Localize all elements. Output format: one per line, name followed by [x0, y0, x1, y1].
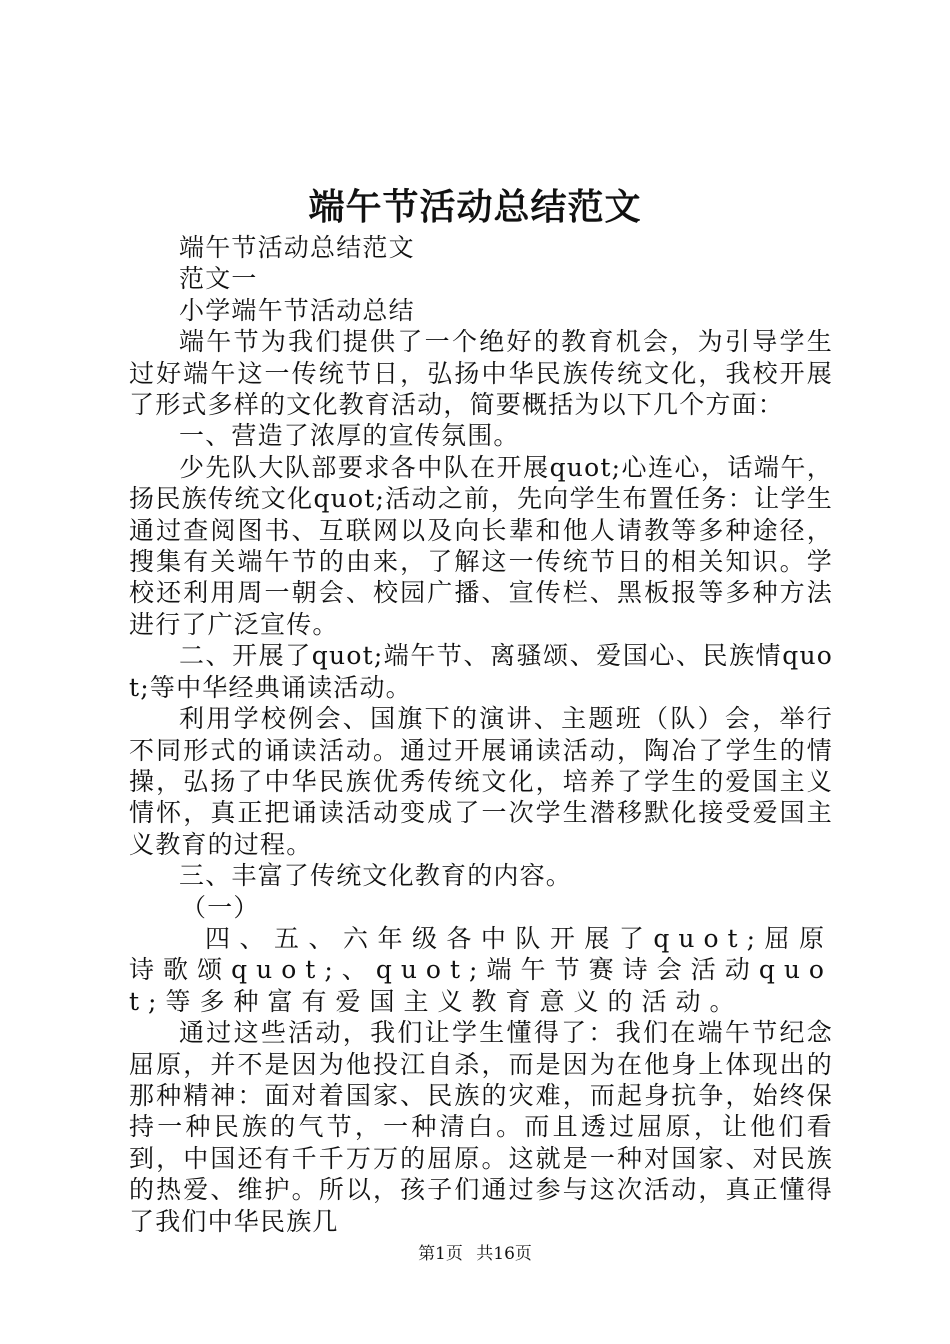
document-body — [129, 232, 833, 1237]
paragraph: 小学端午节活动总结 — [179, 295, 415, 325]
document-title: 端午节活动总结范文 — [308, 186, 642, 228]
subsection-marker: （一） — [181, 892, 260, 922]
paragraph: 端午节活动总结范文 — [179, 233, 415, 262]
paragraph: 通过这些活动，我们让学生懂得了：我们在端午节纪念屈原，并不是因为他投江自杀，而是因为在他身上体现出的那种精神：面对着国家、民族的灾难，而起身抗争，始终保持一种民族的气节，一种清白。而且透过屈原，让他们看到，中国还有千千万万的屈原。这就是一种对国家、对民族的热爱、维护。所以，孩子们通过参与这次活动，真正懂得了我们中华民族几 — [129, 1018, 833, 1236]
section-heading: 二、开展了quot;端午节、离骚颂、爱国心、民族情quot;等中华经典诵读活动。 — [129, 641, 833, 702]
page-total: 共16页 — [476, 1244, 532, 1264]
page-footer — [0, 1242, 950, 1266]
paragraph: 范文一 — [179, 264, 258, 294]
paragraph: 四、五、六年级各中队开展了quot;屈原诗歌颂quot;、quot;端午节赛诗会活动quot;等多种富有爱国主义教育意义的活动。 — [129, 923, 833, 1016]
paragraph: 少先队大队部要求各中队在开展quot;心连心，话端午，扬民族传统文化quot;活动之前，先向学生布置任务：让学生通过查阅图书、互联网以及向长辈和他人请教等多种途径，搜集有关端午节的由来，了解这一传统节日的相关知识。学校还利用周一朝会、校园广播、宣传栏、黑板报等多种方法进行了广泛宣传。 — [129, 452, 833, 639]
paragraph: 利用学校例会、国旗下的演讲、主题班（队）会，举行不同形式的诵读活动。通过开展诵读活动，陶冶了学生的情操，弘扬了中华民族优秀传统文化，培养了学生的爱国主义情怀，真正把诵读活动变成了一次学生潜移默化接受爱国主义教育的过程。 — [129, 704, 833, 859]
section-heading: 三、丰富了传统文化教育的内容。 — [179, 861, 573, 891]
paragraph: 端午节为我们提供了一个绝好的教育机会，为引导学生过好端午这一传统节日，弘扬中华民族传统文化，我校开展了形式多样的文化教育活动，简要概括为以下几个方面： — [129, 327, 833, 420]
page-number: 第1页 — [418, 1244, 463, 1264]
section-heading: 一、营造了浓厚的宣传氛围。 — [179, 421, 520, 451]
